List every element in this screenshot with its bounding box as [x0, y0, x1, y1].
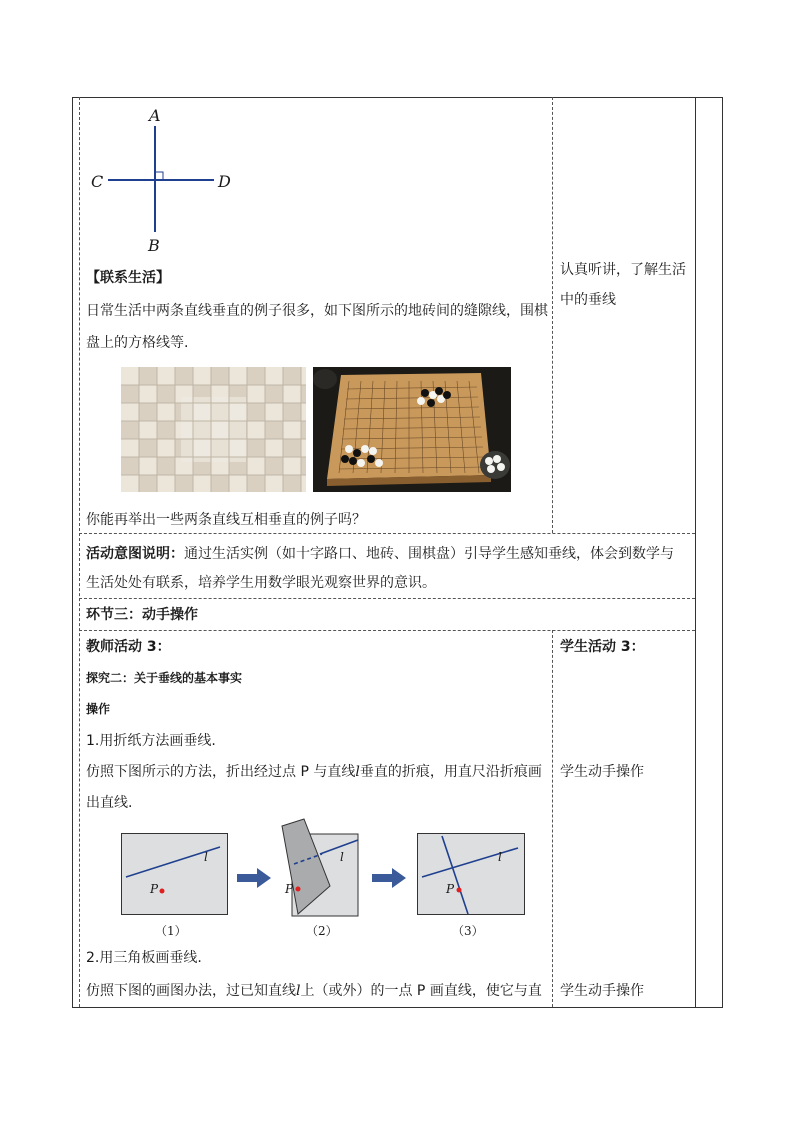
point-label-b: B	[148, 236, 160, 255]
fig3-label-l: l	[498, 850, 502, 864]
student-listen-line2: 中的垂线	[560, 292, 616, 308]
arrow-icon	[372, 868, 406, 892]
column-divider-top	[552, 97, 553, 533]
floor-tiles-image	[121, 367, 306, 492]
step1-desc-line-l: l	[355, 764, 360, 780]
fold-figure-1-svg	[122, 834, 229, 916]
fold-figure-1	[121, 833, 228, 915]
arrow-icon-svg-1	[237, 868, 271, 888]
fig1-label-p: P	[150, 882, 159, 896]
life-question: 你能再举出一些两条直线互相垂直的例子吗？	[86, 512, 366, 528]
perpendicular-lines-svg	[86, 104, 236, 254]
row-divider-2	[79, 598, 695, 599]
life-heading: 【联系生活】	[86, 270, 170, 286]
intent-text: 通过生活实例（如十字路口、地砖、围棋盘）引导学生感知垂线，体会到数学与	[184, 546, 674, 562]
floor-tiles-svg	[121, 367, 306, 492]
step2-desc-part-a: 仿照下图的画图办法，过已知直线	[86, 983, 296, 999]
inner-left-border	[79, 97, 80, 1007]
fold-figure-2-svg	[280, 818, 360, 918]
caption-3: （3）	[452, 924, 484, 938]
point-label-a: A	[149, 106, 161, 125]
arrow-icon	[237, 868, 271, 892]
go-board-svg	[313, 367, 511, 492]
perpendicular-figure	[86, 104, 236, 254]
row-divider-3	[79, 630, 695, 631]
teacher3-explore: 探究二：关于垂线的基本事实	[86, 671, 243, 685]
student3-action-2: 学生动手操作	[560, 983, 644, 999]
fold-figure-3-svg	[418, 834, 526, 916]
student3-action-1: 学生动手操作	[560, 764, 644, 780]
teacher3-title: 教师活动 3：	[86, 639, 171, 655]
step1-desc-part-a: 仿照下图所示的方法，折出经过点 P 与直线	[86, 764, 356, 780]
teacher3-step1-desc-line2: 出直线.	[86, 795, 133, 811]
teacher3-op: 操作	[86, 702, 111, 716]
table-left-border	[72, 97, 73, 1007]
teacher3-step1: 1.用折纸方法画垂线.	[86, 733, 216, 749]
intent-line1	[86, 544, 674, 564]
fold-figure-3	[417, 833, 525, 915]
fig3-label-p: P	[446, 882, 455, 896]
fig2-label-p: P	[285, 882, 294, 896]
student3-title: 学生活动 3：	[560, 639, 645, 655]
step2-desc-part-b: 上（或外）的一点 P 画直线，使它与直	[300, 983, 542, 999]
life-paragraph-line2: 盘上的方格线等.	[86, 335, 189, 351]
fig2-label-l: l	[340, 850, 344, 864]
fold-figure-2	[280, 818, 360, 918]
caption-2: （2）	[306, 924, 338, 938]
step1-desc-part-b: 垂直的折痕，用直尺沿折痕画	[359, 764, 542, 780]
point-label-d: D	[218, 172, 231, 191]
fig1-label-l: l	[204, 850, 208, 864]
outer-column-border	[695, 97, 696, 1007]
teacher3-step2-desc	[86, 981, 542, 1001]
intent-line2: 生活处处有联系，培养学生用数学眼光观察世界的意识。	[86, 575, 436, 591]
arrow-icon-svg-2	[372, 868, 406, 888]
intent-label: 活动意图说明：	[86, 546, 184, 562]
table-top-border	[72, 97, 723, 98]
life-paragraph-line1: 日常生活中两条直线垂直的例子很多，如下图所示的地砖间的缝隙线，围棋	[86, 303, 548, 319]
caption-1: （1）	[155, 924, 187, 938]
student-listen-line1: 认真听讲，了解生活	[560, 262, 686, 278]
teacher3-step2: 2.用三角板画垂线.	[86, 950, 202, 966]
section3-title: 环节三：动手操作	[86, 607, 198, 623]
table-bottom-border	[72, 1007, 723, 1008]
column-divider-bottom	[552, 630, 553, 1007]
go-board-image	[313, 367, 511, 492]
table-right-border	[722, 97, 723, 1007]
teacher3-step1-desc-line1	[86, 762, 542, 782]
point-label-c: C	[91, 172, 104, 191]
row-divider-1	[79, 533, 695, 534]
step2-desc-line-l: l	[296, 983, 301, 999]
